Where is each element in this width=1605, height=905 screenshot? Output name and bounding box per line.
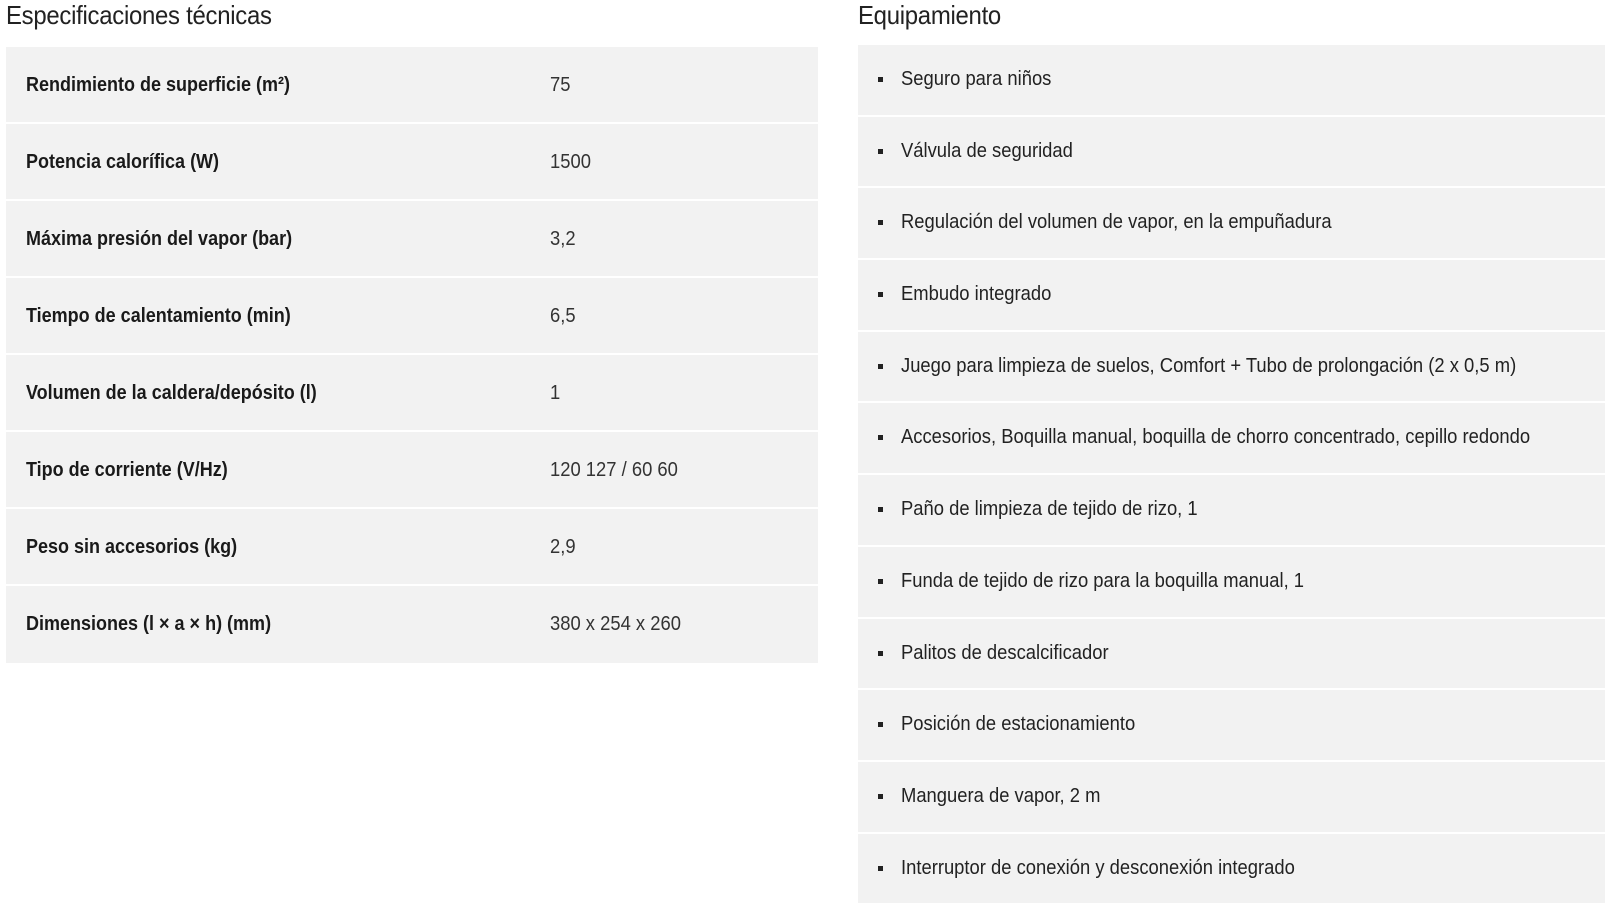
spec-label: Tiempo de calentamiento (min) [26, 305, 291, 327]
list-item-text: Interruptor de conexión y desconexión integrado [901, 856, 1295, 879]
spec-value: 6,5 [550, 305, 576, 327]
list-item-text: Embudo integrado [901, 283, 1052, 306]
list-item [858, 188, 1605, 260]
bullet-icon [878, 579, 883, 584]
spec-label: Potencia calorífica (W) [26, 151, 220, 173]
list-item [858, 619, 1605, 691]
bullet-icon [878, 364, 883, 369]
list-item-text: Manguera de vapor, 2 m [901, 784, 1101, 807]
bullet-icon [878, 435, 883, 440]
bullet-icon [878, 149, 883, 154]
list-item [858, 332, 1605, 404]
list-item [858, 403, 1605, 475]
spec-row [6, 509, 818, 586]
list-item [858, 690, 1605, 762]
list-item [858, 45, 1605, 117]
specs-section-title: Especificaciones técnicas [6, 0, 272, 30]
bullet-icon [878, 722, 883, 727]
bullet-icon [878, 651, 883, 656]
spec-label: Volumen de la caldera/depósito (l) [26, 382, 317, 404]
list-item-text: Válvula de seguridad [901, 139, 1073, 162]
list-item-text: Juego para limpieza de suelos, Comfort + Tubo de prolongación (2 x 0,5 m) [901, 354, 1517, 377]
spec-row [6, 47, 818, 124]
bullet-icon [878, 220, 883, 225]
list-item-text: Posición de estacionamiento [901, 713, 1136, 736]
list-item [858, 547, 1605, 619]
list-item-text: Seguro para niños [901, 68, 1052, 90]
list-item [858, 834, 1605, 905]
spec-row [6, 278, 818, 355]
spec-label: Tipo de corriente (V/Hz) [26, 459, 228, 481]
spec-value: 2,9 [550, 536, 576, 558]
spec-label: Peso sin accesorios (kg) [26, 536, 238, 558]
list-item-text: Regulación del volumen de vapor, en la empuñadura [901, 211, 1332, 234]
list-item-text: Paño de limpieza de tejido de rizo, 1 [901, 498, 1198, 521]
spec-label: Dimensiones (l × a × h) (mm) [26, 613, 272, 635]
list-item-text: Funda de tejido de rizo para la boquilla manual, 1 [901, 569, 1305, 592]
spec-row [6, 201, 818, 278]
list-item-text: Palitos de descalcificador [901, 641, 1109, 664]
equipment-section-title: Equipamiento [858, 0, 1001, 30]
spec-value: 1500 [550, 151, 591, 173]
equipment-list [858, 45, 1605, 905]
spec-label: Rendimiento de superficie (m²) [26, 74, 291, 96]
list-item [858, 475, 1605, 547]
spec-value: 380 x 254 x 260 [550, 613, 681, 635]
bullet-icon [878, 866, 883, 871]
list-item [858, 260, 1605, 332]
list-item [858, 117, 1605, 189]
specs-table [6, 47, 818, 663]
bullet-icon [878, 794, 883, 799]
spec-row [6, 586, 818, 663]
bullet-icon [878, 292, 883, 297]
list-item-text: Accesorios, Boquilla manual, boquilla de chorro concentrado, cepillo redondo [901, 426, 1531, 449]
spec-value: 120 127 / 60 60 [550, 459, 678, 481]
spec-value: 1 [550, 382, 561, 404]
spec-row [6, 124, 818, 201]
spec-value: 3,2 [550, 228, 576, 250]
spec-row [6, 432, 818, 509]
list-item [858, 762, 1605, 834]
bullet-icon [878, 507, 883, 512]
bullet-icon [878, 77, 883, 82]
spec-label: Máxima presión del vapor (bar) [26, 228, 293, 250]
spec-value: 75 [550, 74, 571, 96]
spec-row [6, 355, 818, 432]
